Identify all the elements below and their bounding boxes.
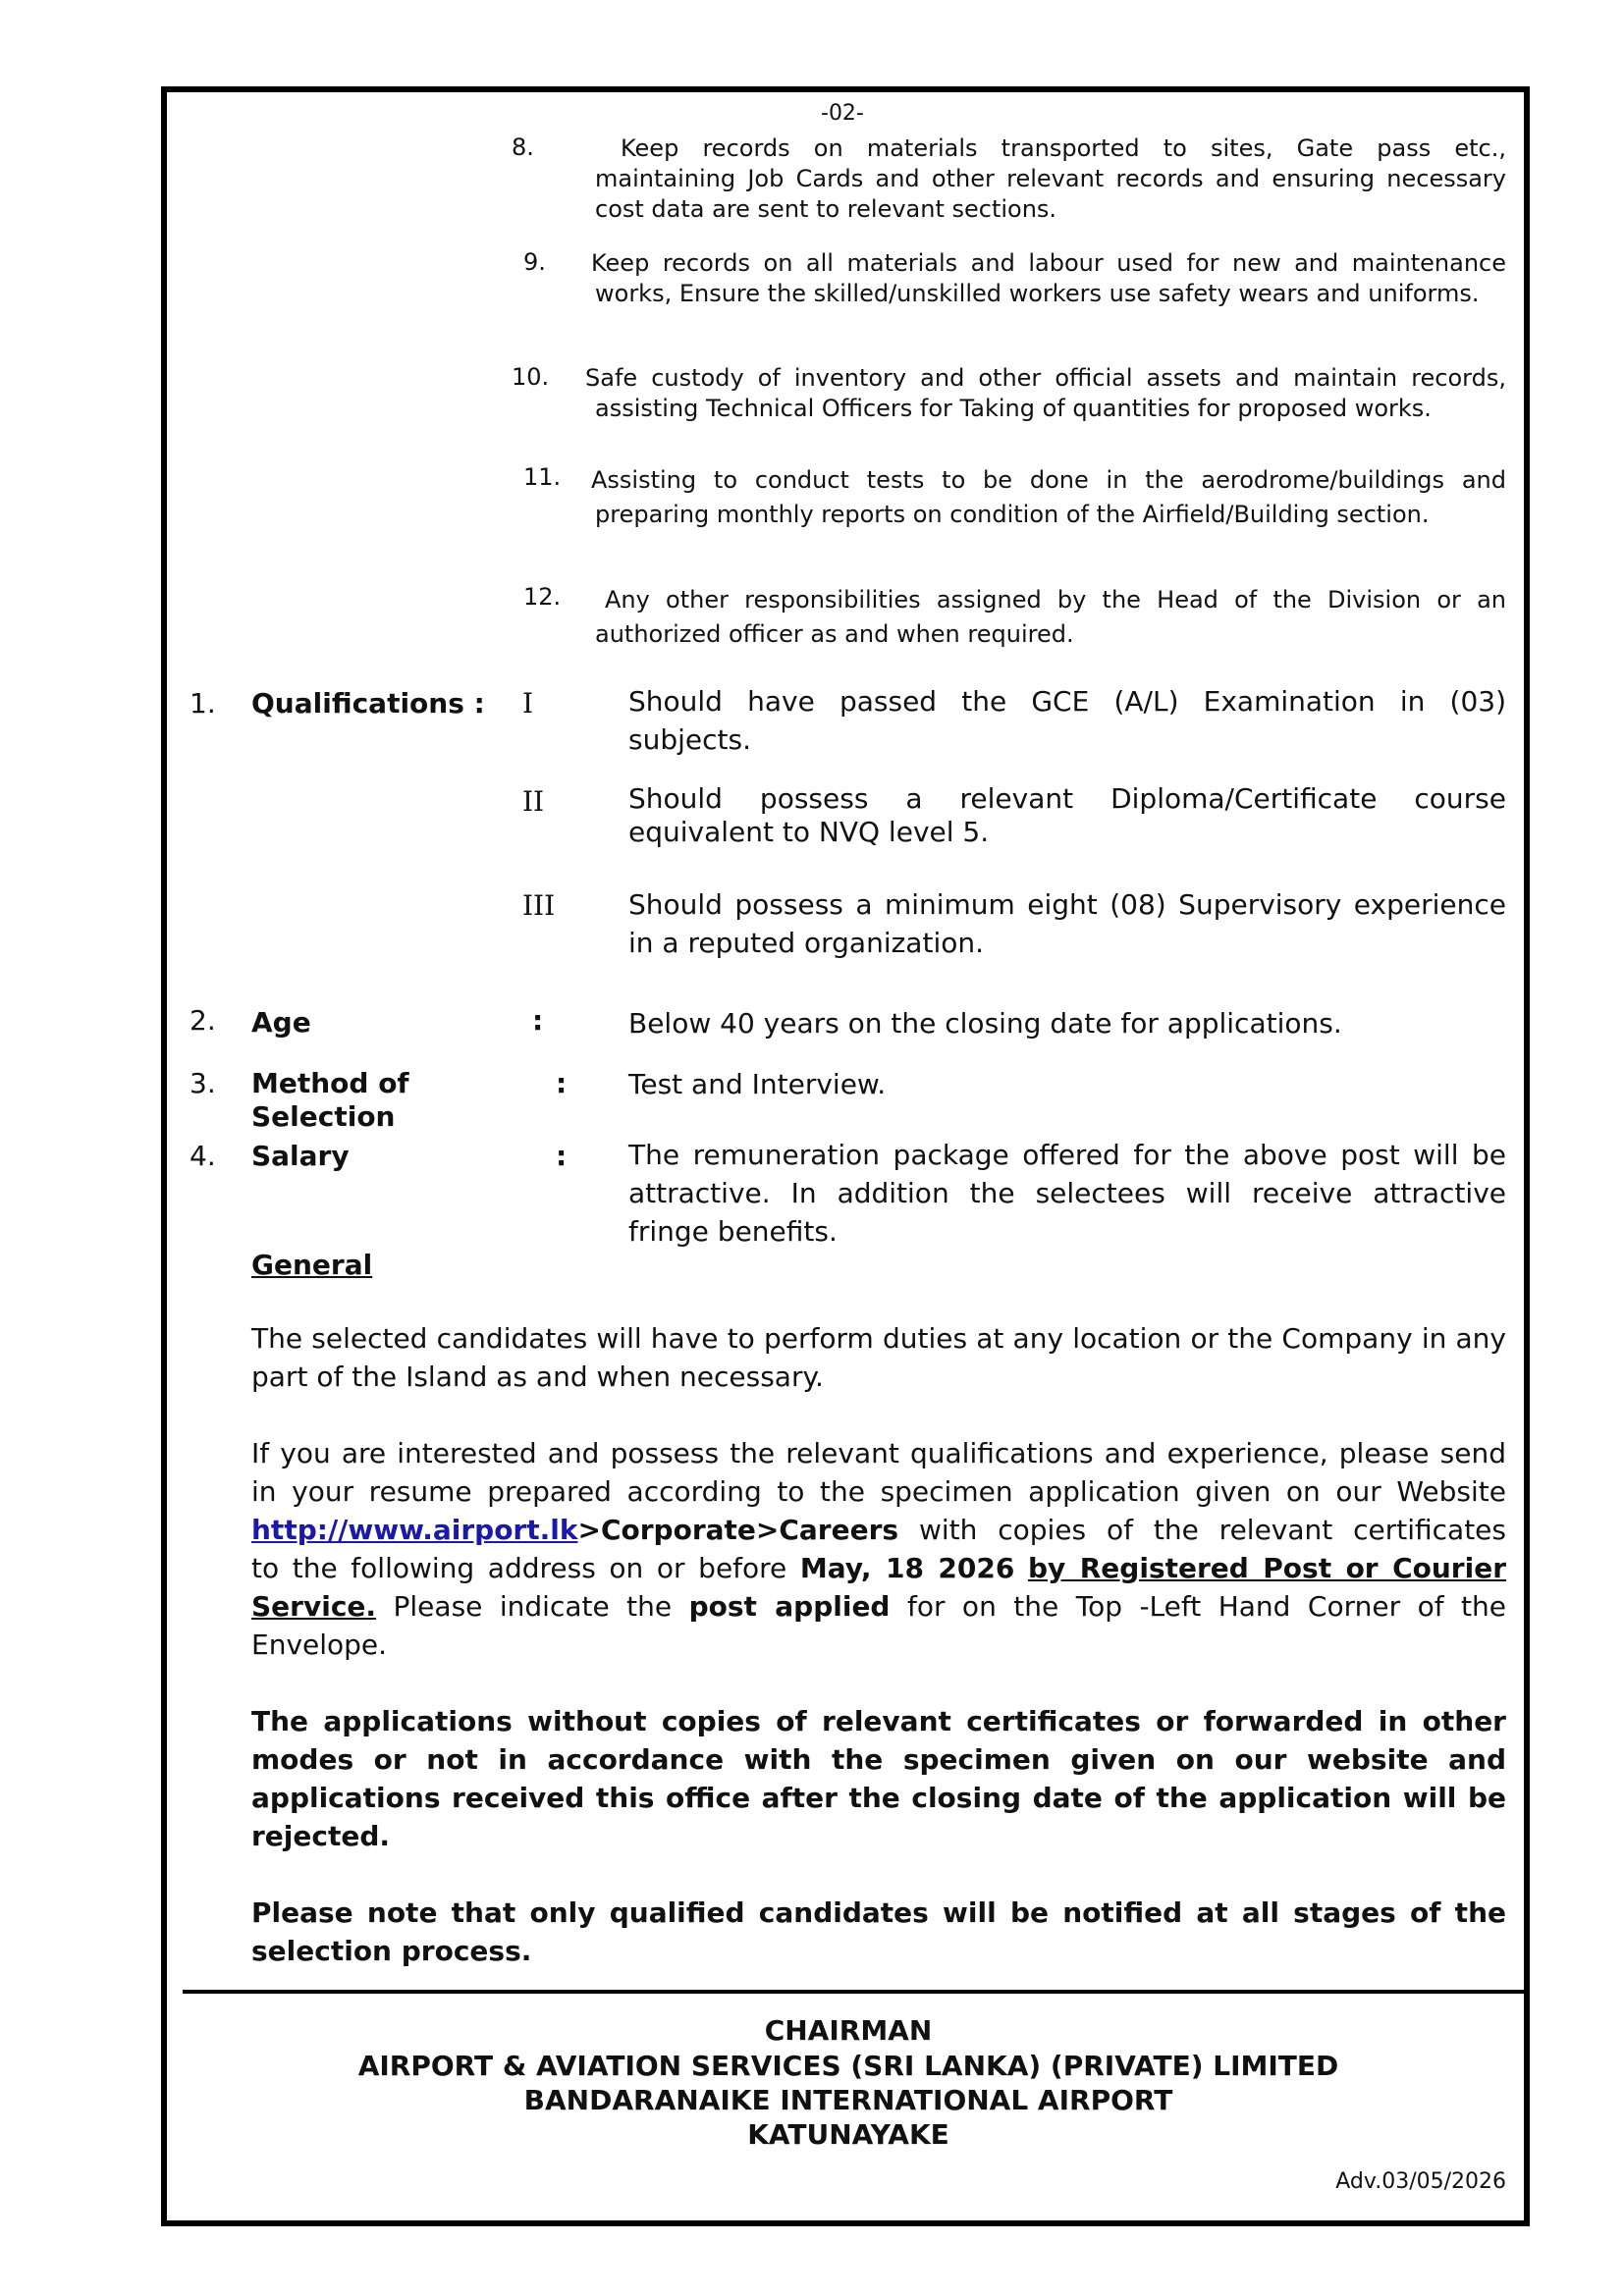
general-paragraph-3 (251, 1702, 1506, 1855)
closing-date: May, 18 2026 (799, 1552, 1015, 1584)
duty-line: preparing monthly reports on condition of the Airfield/Building section. (595, 501, 1430, 528)
paragraph-line: selection process. (251, 1935, 532, 1967)
salary-line: The remuneration package offered for the above post will be (628, 1139, 1506, 1171)
website-link[interactable]: http://www.airport.lk (251, 1514, 578, 1546)
page-number: -02- (821, 101, 864, 126)
paragraph-line: The applications without copies of relevant certificates or forwarded in other (251, 1705, 1506, 1737)
qualification-item (628, 782, 1506, 849)
qualification-line: subjects. (628, 723, 751, 756)
roman-numeral: II (522, 785, 545, 818)
duty-line: Assisting to conduct tests to be done in the aerodrome/buildings and (591, 466, 1506, 494)
qualification-item (628, 682, 1506, 759)
duty-text (591, 248, 1506, 309)
general-heading: General (251, 1249, 373, 1281)
paragraph-fragment: with copies of the relevant certificates (898, 1514, 1506, 1546)
duty-number: 11. (523, 463, 562, 491)
duty-number: 9. (523, 248, 546, 276)
duty-line: authorized officer as and when required. (595, 620, 1074, 648)
salary-line: attractive. In addition the selectees will receive attractive (628, 1177, 1506, 1209)
qualification-line: Should possess a minimum eight (08) Supervisory experience (628, 888, 1506, 921)
post-method: Service. (251, 1590, 377, 1623)
duty-text (585, 363, 1506, 424)
qualification-line: Should have passed the GCE (A/L) Examination in (03) (628, 685, 1506, 718)
section-number: 3. (189, 1067, 216, 1099)
section-number: 4. (189, 1140, 216, 1172)
paragraph-line: The selected candidates will have to perform duties at any location or the Company in any (251, 1322, 1506, 1355)
website-path: >Corporate>Careers (577, 1514, 899, 1546)
paragraph-line: in your resume prepared according to the specimen application given on our Website (251, 1475, 1506, 1508)
salary-line: fringe benefits. (628, 1215, 838, 1248)
duty-line: Keep records on materials transported to sites, Gate pass etc., (621, 134, 1506, 162)
paragraph-line: Please note that only qualified candidates will be notified at all stages of the (251, 1896, 1506, 1929)
signoff-location: KATUNAYAKE (747, 2118, 949, 2151)
age-label: Age (251, 1006, 311, 1039)
paragraph-fragment: for on the Top -Left Hand Corner of the (890, 1590, 1506, 1623)
duty-text (591, 463, 1506, 532)
paragraph-line: If you are interested and possess the relevant qualifications and experience, please send (251, 1437, 1506, 1469)
salary-label: Salary (251, 1140, 350, 1172)
paragraph-fragment: Please indicate the (376, 1590, 689, 1623)
paragraph-line (251, 1587, 1506, 1626)
roman-numeral: III (522, 889, 556, 922)
colon: : (532, 1004, 544, 1037)
roman-numeral: I (522, 687, 534, 720)
duty-number: 12. (523, 583, 562, 611)
method-value: Test and Interview. (628, 1068, 887, 1100)
paragraph-line: modes or not in accordance with the specimen given on our website and (251, 1743, 1506, 1776)
qualifications-label: Qualifications : (251, 687, 485, 720)
general-paragraph-2 (251, 1434, 1506, 1664)
divider (183, 1990, 1530, 1994)
paragraph-line: rejected. (251, 1820, 391, 1852)
duty-line: Keep records on all materials and labour used for new and maintenance (591, 249, 1506, 277)
duty-line: maintaining Job Cards and other relevant records and ensuring necessary cost data are sent to relevant sections. (595, 165, 1506, 223)
salary-value (628, 1136, 1506, 1251)
duty-number: 8. (512, 133, 534, 161)
paragraph-line (251, 1549, 1506, 1587)
qualification-item (628, 885, 1506, 962)
qualification-line: in a reputed organization. (628, 927, 985, 959)
paragraph-fragment (1014, 1552, 1028, 1584)
signoff-company: AIRPORT & AVIATION SERVICES (SRI LANKA) (PRIVATE) LIMITED (357, 2050, 1339, 2082)
duty-line: Any other responsibilities assigned by the Head of the Division or an (605, 586, 1506, 614)
section-number: 1. (189, 687, 216, 720)
duty-text (595, 133, 1506, 225)
advertisement-reference: Adv.03/05/2026 (1335, 2169, 1506, 2194)
signoff-title: CHAIRMAN (764, 2014, 933, 2047)
signoff-airport: BANDARANAIKE INTERNATIONAL AIRPORT (523, 2084, 1173, 2116)
post-method: by Registered Post or Courier (1027, 1552, 1506, 1584)
duty-text (595, 583, 1506, 652)
duty-line: works, Ensure the skilled/unskilled workers use safety wears and uniforms. (595, 280, 1480, 307)
general-paragraph-4 (251, 1894, 1506, 1970)
paragraph-line: applications received this office after the closing date of the application will be (251, 1782, 1506, 1814)
paragraph-line: part of the Island as and when necessary. (251, 1361, 824, 1393)
method-label: Method of Selection (251, 1067, 409, 1133)
age-value: Below 40 years on the closing date for applications. (628, 1007, 1342, 1040)
paragraph-line: Envelope. (251, 1629, 388, 1661)
general-paragraph-1 (251, 1319, 1506, 1396)
duty-line: assisting Technical Officers for Taking of quantities for proposed works. (595, 395, 1432, 422)
qualification-line: equivalent to NVQ level 5. (628, 816, 990, 848)
duty-line: Safe custody of inventory and other official assets and maintain records, (585, 364, 1506, 392)
paragraph-fragment: to the following address on or before (251, 1552, 800, 1584)
colon: : (556, 1140, 568, 1172)
paragraph-line (251, 1511, 1506, 1549)
section-number: 2. (189, 1004, 216, 1037)
duty-number: 10. (512, 363, 550, 391)
qualification-line: Should possess a relevant Diploma/Certificate course (628, 782, 1506, 815)
post-applied: post applied (688, 1590, 891, 1623)
colon: : (556, 1067, 568, 1099)
